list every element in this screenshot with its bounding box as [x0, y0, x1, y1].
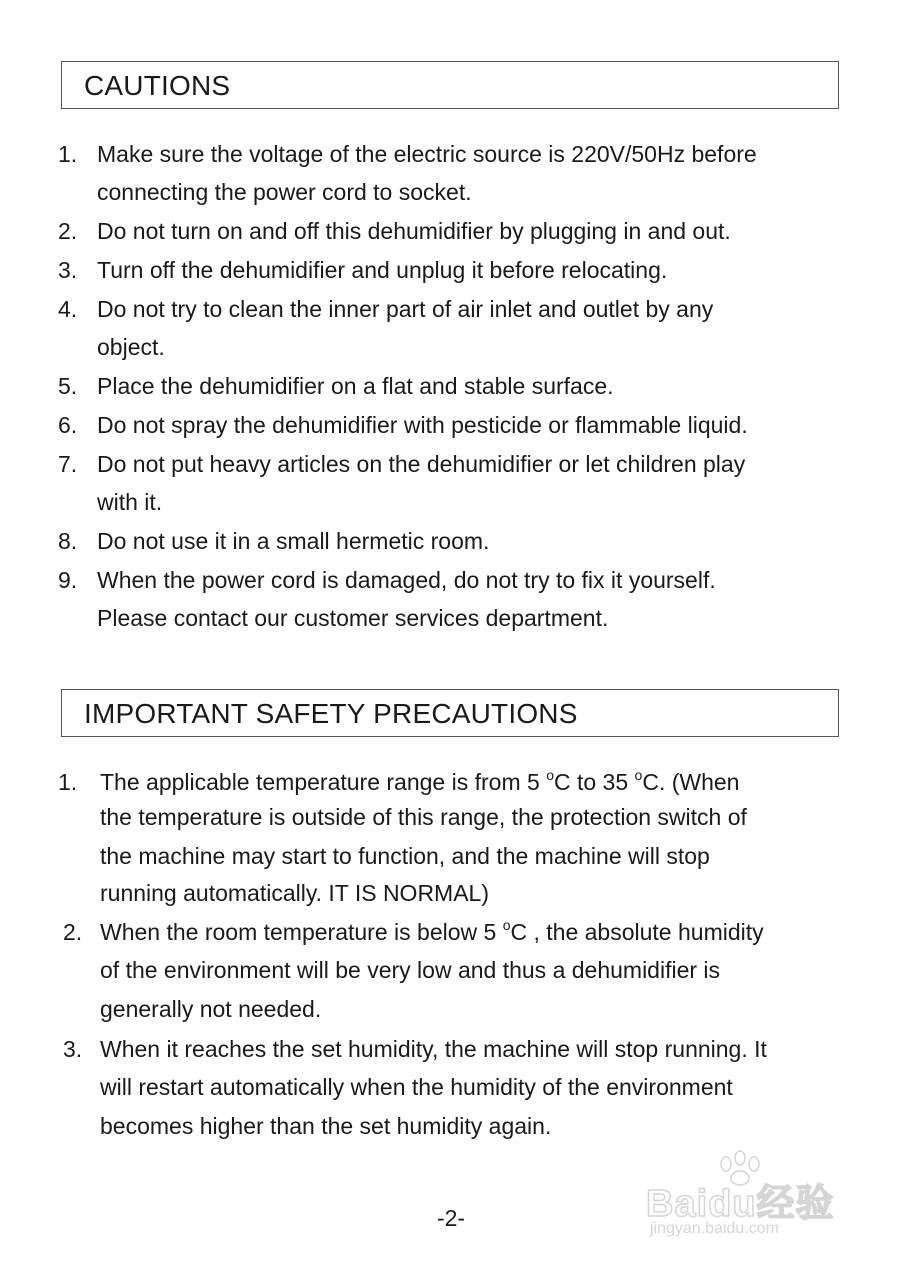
- item-text: the machine may start to function, and the machine will stop: [100, 843, 710, 869]
- item-number: 7.: [58, 451, 78, 477]
- item-text: Do not turn on and off this dehumidifier by plugging in and out.: [97, 218, 731, 244]
- item-text: Place the dehumidifier on a flat and stable surface.: [97, 373, 614, 399]
- item-number: 2.: [58, 218, 78, 244]
- degree-mark: o: [546, 767, 554, 783]
- cautions-heading: CAUTIONS: [61, 61, 839, 109]
- text-part: C to 35: [553, 769, 635, 795]
- item-text: [100, 769, 739, 796]
- item-text: [100, 919, 764, 946]
- item-text: the temperature is outside of this range, the protection switch of: [100, 804, 747, 830]
- item-text: Do not spray the dehumidifier with pesticide or flammable liquid.: [97, 412, 748, 438]
- text-part: When the room temperature is below 5: [100, 919, 503, 945]
- item-number: 3.: [58, 257, 78, 283]
- item-text: of the environment will be very low and thus a dehumidifier is: [100, 957, 721, 983]
- item-text: generally not needed.: [100, 996, 322, 1022]
- item-text: When the power cord is damaged, do not try to fix it yourself.: [97, 567, 716, 593]
- text-part: The applicable temperature range is from 5: [100, 769, 547, 795]
- page-number: -2-: [436, 1205, 466, 1231]
- item-number: 8.: [58, 528, 78, 554]
- item-number: 1.: [58, 141, 78, 167]
- text-part: C. (When: [642, 769, 740, 795]
- item-number: 3.: [63, 1036, 83, 1062]
- text-part: C , the absolute humidity: [510, 919, 764, 945]
- item-number: 5.: [58, 373, 78, 399]
- item-text: with it.: [97, 489, 163, 515]
- item-text: connecting the power cord to socket.: [97, 179, 472, 205]
- item-text: Do not try to clean the inner part of air inlet and outlet by any: [97, 296, 714, 322]
- item-text: Please contact our customer services department.: [97, 605, 609, 631]
- safety-heading: IMPORTANT SAFETY PRECAUTIONS: [61, 689, 839, 737]
- item-number: 6.: [58, 412, 78, 438]
- item-text: Turn off the dehumidifier and unplug it before relocating.: [97, 257, 668, 283]
- item-number: 9.: [58, 567, 78, 593]
- degree-mark: o: [502, 917, 511, 933]
- item-text: Do not use it in a small hermetic room.: [97, 528, 490, 554]
- item-number: 4.: [58, 296, 78, 322]
- item-text: object.: [97, 334, 165, 360]
- item-text: running automatically. IT IS NORMAL): [100, 880, 490, 906]
- item-number: 2.: [63, 919, 83, 945]
- degree-mark: o: [634, 767, 643, 783]
- item-text: Do not put heavy articles on the dehumidifier or let children play: [97, 451, 746, 477]
- item-text: will restart automatically when the humidity of the environment: [100, 1074, 733, 1100]
- watermark-logo: Baidu经验: [646, 1183, 835, 1225]
- item-text: becomes higher than the set humidity again.: [100, 1113, 552, 1139]
- baidu-watermark: [632, 1150, 852, 1250]
- watermark-url: jingyan.baidu.com: [650, 1220, 779, 1237]
- item-text: Make sure the voltage of the electric source is 220V/50Hz before: [97, 141, 757, 167]
- item-text: When it reaches the set humidity, the machine will stop running. It: [100, 1036, 767, 1062]
- item-number: 1.: [58, 769, 78, 795]
